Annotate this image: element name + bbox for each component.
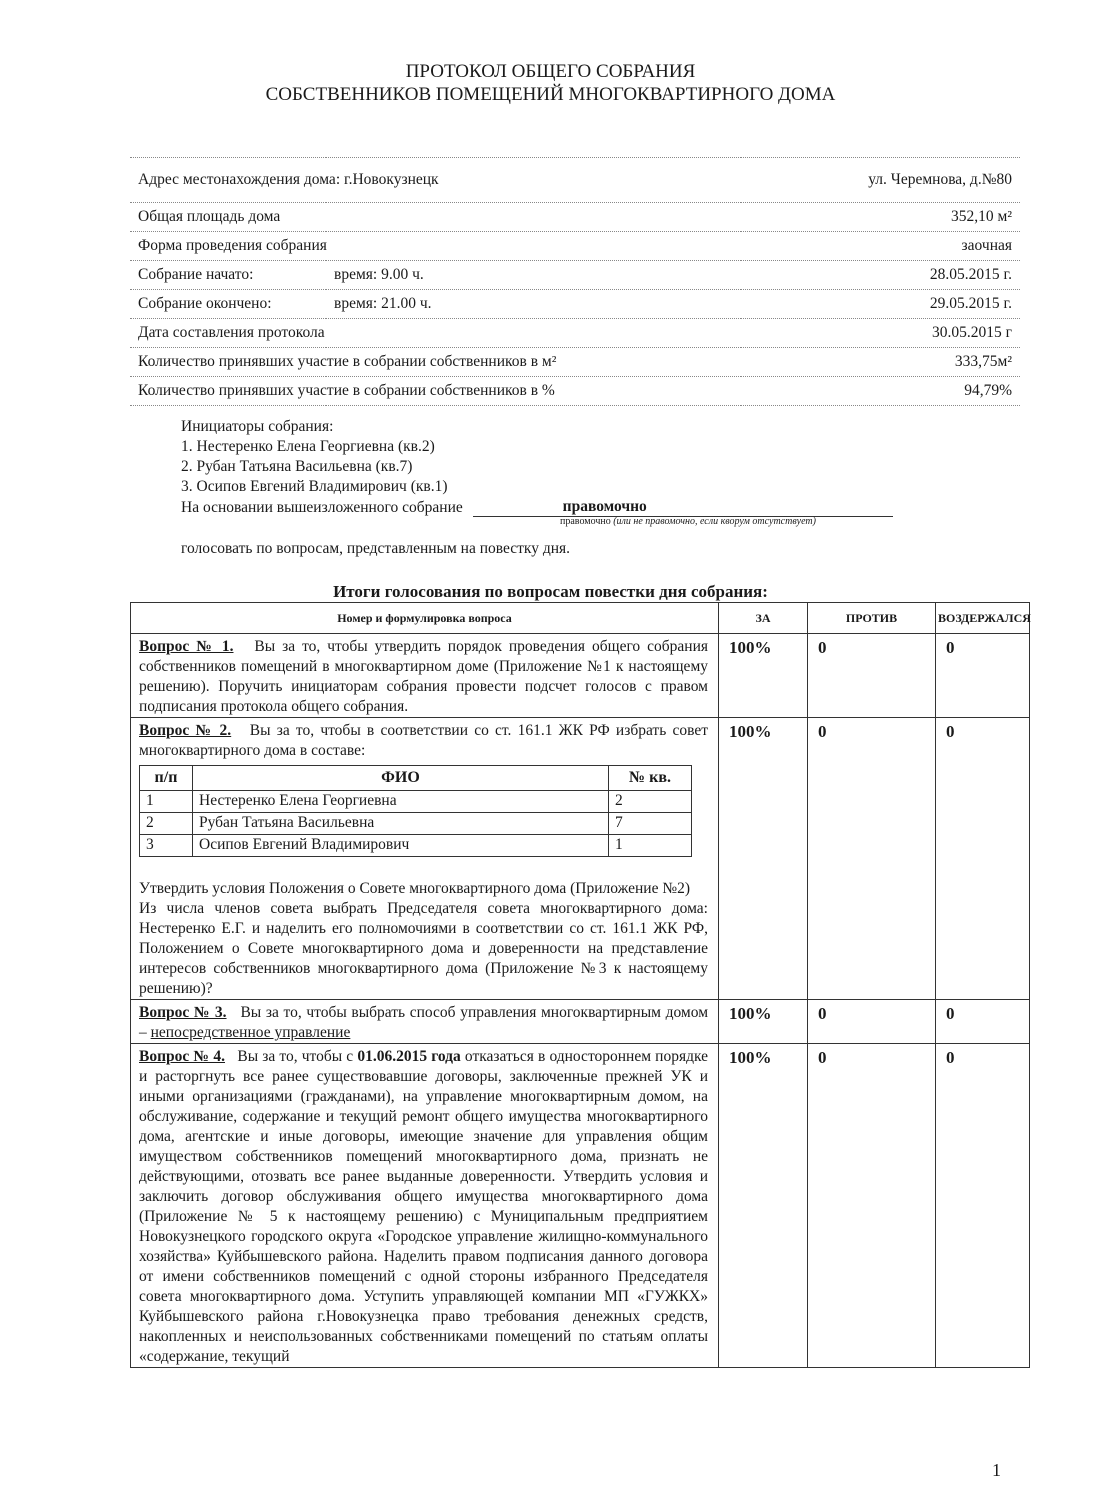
question-1-head: Вопрос № 1. <box>139 638 234 655</box>
question-2-body: Вы за то, чтобы в соответствии со ст. 161.1 ЖК РФ избрать совет многоквартирного дома в составе: <box>139 722 708 759</box>
votes-header-row <box>131 603 1030 634</box>
council-apt: 1 <box>609 835 692 857</box>
title-line-1: ПРОТОКОЛ ОБЩЕГО СОБРАНИЯ <box>405 61 696 82</box>
info-row-area <box>130 203 1020 232</box>
question-row-2 <box>131 718 1030 1000</box>
question-row-3 <box>131 1000 1030 1044</box>
council-row <box>140 791 692 813</box>
end-date: 29.05.2015 г. <box>741 290 1020 319</box>
question-4-body-b: отказаться в одностороннем порядке и расторгнуть все ранее существовавшие договоры, заключенные прежней УК и иными организациями (гражданами), на управление многоквартирным домом, на обслуживание, содержание и текущий ремонт общего имущества многоквартирного дома, агентские и иные договоры, имеющие значение для управления общим имуществом собственников помещений многоквартирного дома, признать не действующими, отозвать все ранее выданные доверенности. Утвердить условия и заключить договор обслуживания общего имущества многоквартирного дома (Приложение № 5 к настоящему решению) с Муниципальным предприятием Новокузнецкого городского округа «Городское управление жилищно-коммунального хозяйства» Куйбышевского района. Наделить правом подписания данного договора от имени собственников помещений с одной стороны избранного Председателя совета многоквартирного дома. Уступить управляющей компании МП «ГУЖКХ» Куйбышевского района г.Новокузнецка право требования денежных средств, накопленных и неиспользованных собственниками помещений по статьям оплаты «содержание, текущий <box>139 1048 709 1365</box>
address-value: ул. Черемнова, д.№80 <box>741 158 1020 203</box>
quorum-statement <box>181 498 893 517</box>
question-1-text <box>131 634 719 718</box>
question-4-body-a: Вы за то, чтобы с <box>237 1048 354 1065</box>
info-row-participants-m2 <box>130 348 1020 377</box>
question-2-against: 0 <box>808 718 936 1000</box>
protocol-date-value: 30.05.2015 г <box>741 319 1020 348</box>
header-question: Номер и формулировка вопроса <box>131 603 719 634</box>
info-row-participants-pct <box>130 377 1020 406</box>
question-3-management-method: непосредственное управление <box>150 1024 351 1041</box>
question-1-abstain: 0 <box>936 634 1030 718</box>
participants-m2-value: 333,75м² <box>741 348 1020 377</box>
initiators-heading: Инициаторы собрания: <box>181 418 334 435</box>
page-number: 1 <box>992 1460 1001 1480</box>
quorum-hint <box>560 516 816 527</box>
quorum-hint-italic: (или не правомочно, если кворум отсутствует) <box>613 516 816 527</box>
header-against: ПРОТИВ <box>808 603 936 634</box>
header-for: ЗА <box>719 603 808 634</box>
info-row-start <box>130 261 1020 290</box>
protocol-date-label: Дата составления протокола <box>130 319 741 348</box>
council-num: 3 <box>140 835 193 857</box>
question-3-body: Вы за то, чтобы выбрать способ управления многоквартирным домом – <box>139 1004 709 1041</box>
question-3-against: 0 <box>808 1000 936 1044</box>
question-2-text-conditions: Утвердить условия Положения о Совете многоквартирного дома (Приложение №2) <box>139 880 691 897</box>
participants-pct-value: 94,79% <box>741 377 1020 406</box>
results-title: Итоги голосования по вопросам повестки дня собрания: <box>333 582 768 601</box>
area-value: 352,10 м² <box>741 203 1020 232</box>
council-apt: 2 <box>609 791 692 813</box>
form-label: Форма проведения собрания <box>130 232 741 261</box>
quorum-value: правомочно <box>562 498 647 515</box>
council-header-apt: № кв. <box>609 766 692 791</box>
initiator-item: 1. Нестеренко Елена Георгиевна (кв.2) <box>181 438 435 455</box>
info-row-address <box>130 158 1020 203</box>
council-name: Рубан Татьяна Васильевна <box>193 813 609 835</box>
council-table <box>139 765 692 857</box>
header-abstain: ВОЗДЕРЖАЛСЯ <box>936 603 1030 634</box>
question-1-body: Вы за то, чтобы утвердить порядок проведения общего собрания собственников помещений в многоквартирном доме (Приложение №1 к настоящему решению). Поручить инициаторам собрания провести подсчет голосов с правом подписания протокола общего собрания. <box>139 638 708 715</box>
question-1-for: 100% <box>719 634 808 718</box>
question-4-for: 100% <box>719 1044 808 1368</box>
start-time: время: 9.00 ч. <box>326 261 741 290</box>
meeting-info-table <box>130 157 1020 406</box>
end-label: Собрание окончено: <box>130 290 326 319</box>
start-date: 28.05.2015 г. <box>741 261 1020 290</box>
question-2-abstain: 0 <box>936 718 1030 1000</box>
council-num: 2 <box>140 813 193 835</box>
council-header-name: ФИО <box>193 766 609 791</box>
address-label: Адрес местонахождения дома: г.Новокузнецк <box>130 158 741 203</box>
form-value: заочная <box>741 232 1020 261</box>
council-header-row <box>140 766 692 791</box>
question-row-1 <box>131 634 1030 718</box>
start-label: Собрание начато: <box>130 261 326 290</box>
voting-results-table <box>130 602 1030 1368</box>
council-name: Осипов Евгений Владимирович <box>193 835 609 857</box>
info-row-protocol-date <box>130 319 1020 348</box>
question-1-against: 0 <box>808 634 936 718</box>
end-time: время: 21.00 ч. <box>326 290 741 319</box>
participants-pct-label: Количество принявших участие в собрании собственников в % <box>130 377 741 406</box>
question-2-for: 100% <box>719 718 808 1000</box>
council-num: 1 <box>140 791 193 813</box>
initiator-item: 2. Рубан Татьяна Васильевна (кв.7) <box>181 458 413 475</box>
question-4-against: 0 <box>808 1044 936 1368</box>
vote-agenda-line: голосовать по вопросам, представленным на повестку дня. <box>181 540 571 557</box>
question-4-text <box>131 1044 719 1368</box>
info-row-form <box>130 232 1020 261</box>
council-name: Нестеренко Елена Георгиевна <box>193 791 609 813</box>
council-header-num: п/п <box>140 766 193 791</box>
question-2-head: Вопрос № 2. <box>139 722 232 739</box>
question-2-text-chairman: Из числа членов совета выбрать Председателя совета многоквартирного дома: Нестеренко Е.Г. и наделить его полномочиями в соответствии со ст. 161.1 ЖК РФ, Положением о Совете многоквартирного дома и доверенности на представление интересов собственников многоквартирного дома (Приложение №3 к настоящему решению)? <box>139 900 708 997</box>
area-label: Общая площадь дома <box>130 203 741 232</box>
info-row-end <box>130 290 1020 319</box>
quorum-text: На основании вышеизложенного собрание <box>181 499 463 516</box>
question-4-date: 01.06.2015 года <box>357 1048 461 1065</box>
question-row-4 <box>131 1044 1030 1368</box>
initiator-item: 3. Осипов Евгений Владимирович (кв.1) <box>181 478 448 495</box>
question-3-for: 100% <box>719 1000 808 1044</box>
question-4-abstain: 0 <box>936 1044 1030 1368</box>
quorum-hint-plain: правомочно <box>560 516 611 527</box>
question-3-abstain: 0 <box>936 1000 1030 1044</box>
question-4-head: Вопрос № 4. <box>139 1048 225 1065</box>
quorum-blank-field <box>473 498 893 517</box>
document-title <box>0 60 1101 106</box>
initiators-block <box>181 417 448 497</box>
participants-m2-label: Количество принявших участие в собрании собственников в м² <box>130 348 741 377</box>
question-3-text <box>131 1000 719 1044</box>
question-2-text <box>131 718 719 1000</box>
question-3-head: Вопрос № 3. <box>139 1004 227 1021</box>
council-row <box>140 835 692 857</box>
council-row <box>140 813 692 835</box>
council-apt: 7 <box>609 813 692 835</box>
title-line-2: СОБСТВЕННИКОВ ПОМЕЩЕНИЙ МНОГОКВАРТИРНОГО ДОМА <box>265 84 836 105</box>
